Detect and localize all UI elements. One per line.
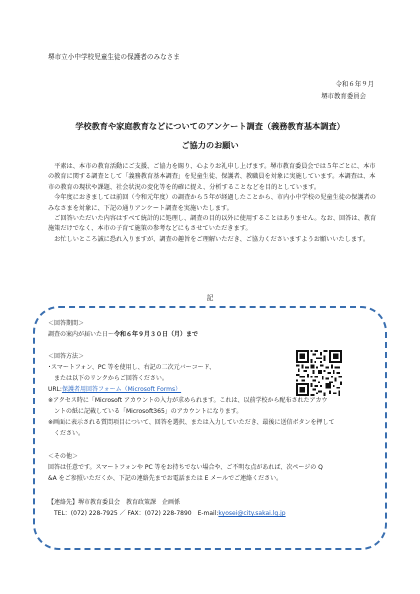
contact-line-2	[48, 510, 286, 518]
contact-phone-fax: TEL：(072) 228-7925 ／ FAX：(072) 228-7890 E-mail:	[48, 510, 219, 517]
other-heading: ＜その他＞	[48, 453, 79, 460]
note-2a: ※画面に表示される質問項目について、回答を選択、または入力していただき、最後に送信ボタンを押して	[48, 419, 335, 426]
contact-line-1: 【連絡先】堺市教育委員会 教育政策課 企画係	[48, 499, 181, 506]
body-text	[48, 162, 378, 245]
url-label: URL:	[48, 386, 62, 393]
note-1a: ※アクセス時に「Microsoft アカウントの入力が求められます。これは、以前学校から配布されたアカウ	[48, 397, 328, 404]
contact-email-link[interactable]: kyosei@city.sakai.lg.jp	[218, 510, 286, 517]
other-line-1: 回答は任意です。スマートフォンや PC 等をお持ちでない場合や、ご不明な点があれば、次ページの Q	[48, 464, 323, 471]
period-line	[48, 331, 198, 339]
paragraph-request: お忙しいところ誠に恐れ入りますが、調査の趣旨をご理解いただき、ご協力くださいますようお願いいたします。	[48, 235, 370, 243]
addressee: 堺市立小中学校児童生徒の保護者のみなさま	[48, 53, 180, 61]
paragraph-privacy: ご回答いただいた内容はすべて統計的に処理し、調査の目的以外に使用することはありません。なお、回答は、教育施策だけでなく、本市の子育て施策の参考などにもさせていただきます。	[48, 215, 377, 233]
qr-code[interactable]	[296, 350, 342, 396]
note-1b: ントの紙に記載している「Microsoft365」のアカウントになります。	[48, 408, 243, 415]
issue-date: 令和６年９月	[335, 80, 374, 88]
other-line-2: &A をご参照いただくか、下記の連絡先までお電話または E メールでご連絡ください。	[48, 475, 283, 482]
document-title: 学校教育や家庭教育などについてのアンケート調査（義務教育基本調査）	[75, 121, 345, 131]
form-link[interactable]: 保護者用回答フォーム（Microsoft Forms）	[61, 386, 182, 393]
method-heading: ＜回答方法＞	[48, 353, 85, 360]
period-deadline: 令和６年９月３０日（月）まで	[114, 331, 199, 338]
paragraph-greeting: 平素は、本市の教育活動にご支援、ご協力を賜り、心よりお礼申し上げます。堺市教育委員会では５年ごとに、本市の教育に関する調査として「義務教育基本調査」を児童生徒、保護者、教職員を対象に実施しています。本調査は、本市の教育の現状や課題、社会状況の変化等を的確に捉え、分析することなどを目的としています。	[48, 163, 376, 191]
ki-heading: 記	[206, 294, 214, 302]
url-line	[48, 386, 181, 394]
period-prefix: 調査の案内が届いた日～	[48, 331, 115, 338]
sender: 堺市教育委員会	[321, 92, 366, 100]
note-2b: ください。	[48, 430, 85, 437]
document-subtitle: ご協力のお願い	[181, 140, 239, 150]
method-line-2: または以下のリンクからご回答ください。	[48, 375, 168, 382]
paragraph-this-year: 今年度におきましては前回（令和元年度）の調査から５年が経過したことから、市内小中学校の児童生徒の保護者のみなさまを対象に、下記の通りアンケート調査を実施いたします。	[48, 194, 376, 212]
method-line-1: ･スマートフォン、PC 等を使用し、右記の二次元バーコード、	[48, 364, 216, 371]
period-heading: ＜回答期間＞	[48, 320, 85, 327]
